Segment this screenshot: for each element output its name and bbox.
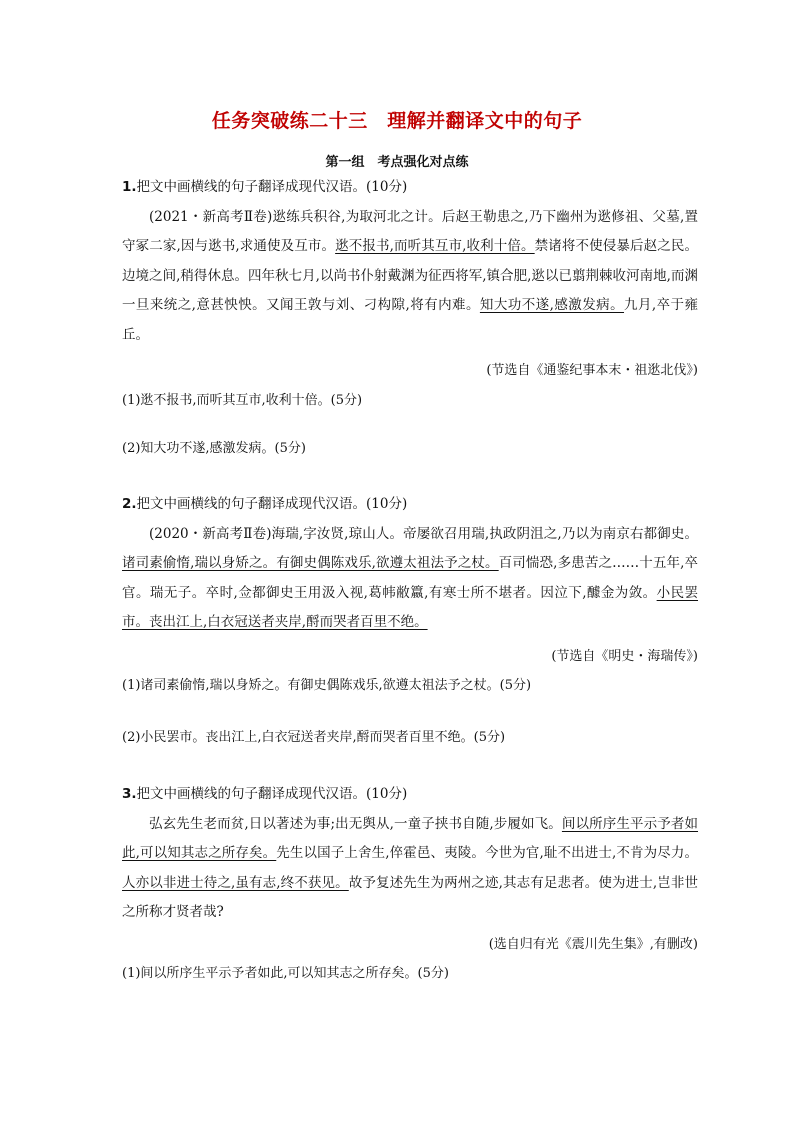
passage-source: (选自归有光《震川先生集》,有删改): [488, 936, 698, 952]
question-prompt-text: 把文中画横线的句子翻译成现代汉语。(10分): [136, 179, 408, 195]
question-2: [122, 490, 698, 701]
sub-question-1: (1)间以所序生平示予者如此,可以知其志之所存矣。(5分): [122, 966, 449, 981]
question-1: [122, 173, 698, 415]
question-prompt-text: 把文中画横线的句子翻译成现代汉语。(10分): [136, 786, 408, 802]
question-number: 1.: [122, 179, 137, 195]
passage-source: (节选自《通鉴纪事本末・祖逖北伐》): [486, 363, 698, 378]
underlined-sentence-2: 小民罢市。丧出江上,白衣冠送者夹岸,酹而哭者百里不绝。: [122, 584, 699, 630]
passage-text: 弘玄先生老而贫,日以著述为事;出无舆从,一童子挟书自随,步履如飞。: [149, 815, 562, 832]
sub-question-1: (1)逖不报书,而听其互市,收利十倍。(5分): [122, 392, 363, 408]
underlined-sentence-1: 诸司素偷惰,瑞以身矫之。有御史偶陈戏乐,欲遵太祖法予之杖。: [122, 555, 499, 571]
passage-source: (节选自《明史・海瑞传》): [551, 648, 698, 664]
passage-text: (2021・新高考Ⅱ卷)逖练兵积谷,为取河北之计。后赵王勒患之,乃下幽州为逖修祖、父墓,置守冢二家,因与逖书,求通使及互市。: [122, 208, 698, 254]
question-1-prompt: [122, 173, 698, 203]
sub-question-1: (1)诸司素偷惰,瑞以身矫之。有御史偶陈戏乐,欲遵太祖法予之杖。(5分): [122, 678, 532, 693]
question-number: 2.: [122, 496, 137, 512]
passage-text: 百司惴恐,多患苦之……十五年,卒官。瑞无子。卒时,佥都御史王用汲入视,葛帏敝籝,有寒士所不堪者。因泣下,醵金为敛。: [122, 555, 698, 601]
passage-text: 九月,卒于雍丘。: [122, 297, 698, 343]
passage-text: 故予复述先生为两州之迹,其志有足悲者。使为进士,岂非世之所称才贤者哉?: [122, 874, 698, 920]
passage-text: 先生以国子上舍生,倅霍邑、夷陵。今世为官,耻不出进士,不肯为尽力。: [276, 845, 698, 861]
question-3-passage: [122, 810, 698, 928]
sub-question-2: (2)小民罢市。丧出江上,白衣冠送者夹岸,酹而哭者百里不绝。(5分): [122, 730, 506, 745]
section-subtitle: 第一组 考点强化对点练: [325, 155, 469, 170]
question-number: 3.: [122, 786, 137, 802]
question-1-passage: [122, 203, 698, 351]
sub-question-2: (2)知大功不遂,感激发病。(5分): [122, 441, 306, 456]
underlined-sentence-1: 间以所序生平示予者如此,可以知其志之所存矣。: [122, 815, 699, 861]
page-title: 任务突破练二十三 理解并翻译文中的句子: [211, 110, 583, 132]
question-3: [122, 780, 698, 989]
question-prompt-text: 把文中画横线的句子翻译成现代汉语。(10分): [136, 496, 408, 512]
question-3-prompt: [122, 780, 698, 810]
passage-text: (2020・新高考Ⅱ卷)海瑞,字汝贤,琼山人。帝屡欲召用瑞,执政阴沮之,乃以为南京右都御史。: [149, 525, 698, 542]
question-2-prompt: [122, 490, 698, 520]
passage-text: 禁诸将不使侵暴后赵之民。边境之间,稍得休息。四年秋七月,以尚书仆射戴渊为征西将军,镇合肥,逖以已翦荆棘收河南地,而渊一旦来统之,意甚怏怏。又闻王敦与刘、刁构隙,将有内难。: [122, 238, 698, 313]
underlined-sentence-2: 人亦以非进士待之,虽有志,终不获见。: [122, 874, 349, 891]
underlined-sentence-2: 知大功不遂,感激发病。: [479, 297, 625, 313]
underlined-sentence-1: 逖不报书,而听其互市,收利十倍。: [335, 238, 535, 254]
question-2-passage: [122, 520, 698, 638]
